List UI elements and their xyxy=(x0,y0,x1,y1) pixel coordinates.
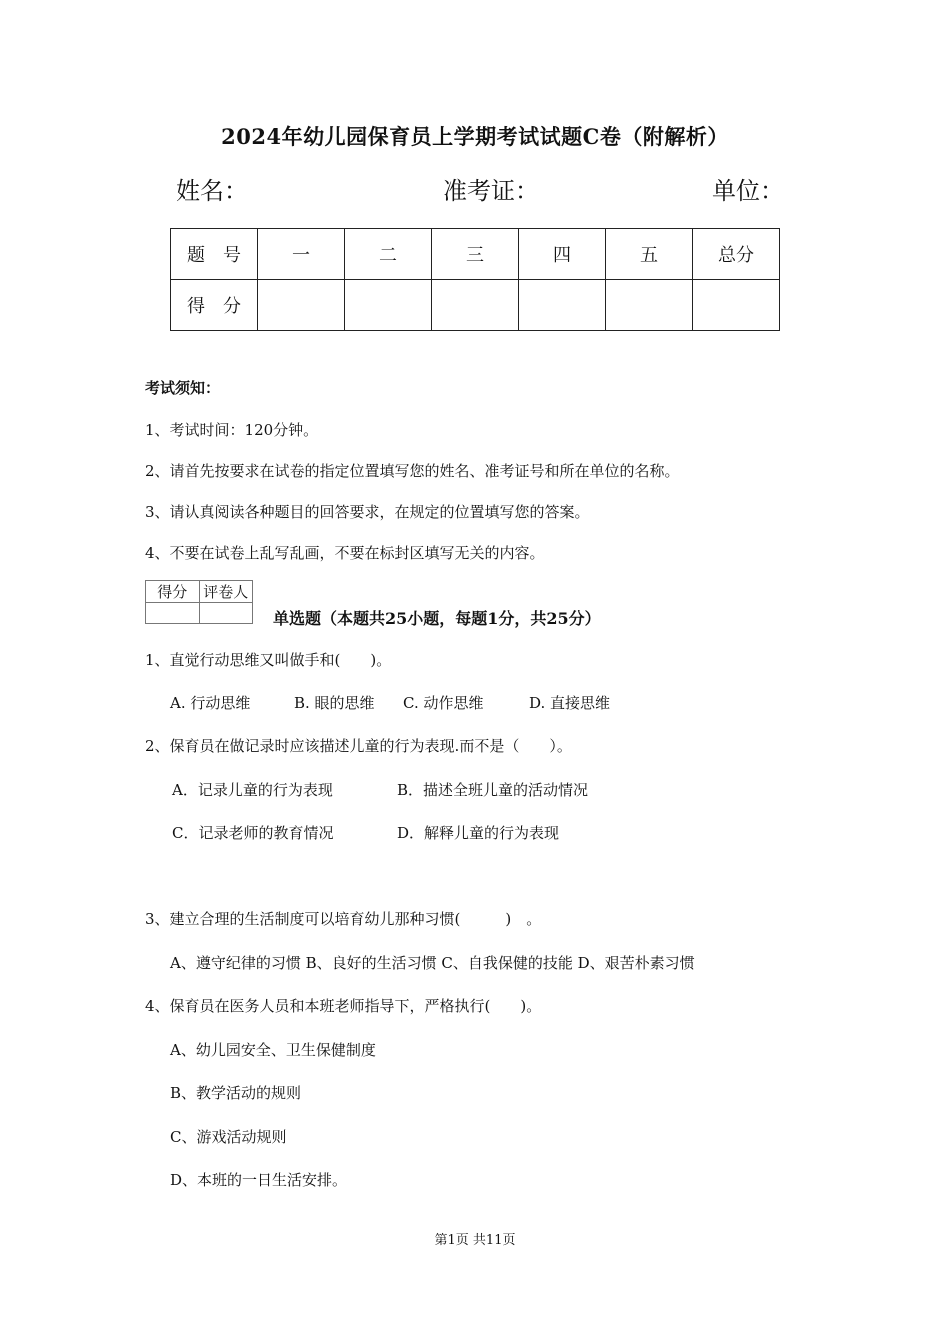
question-stem: 3、建立合理的生活制度可以培育幼儿那种习惯( ) 。 xyxy=(145,910,542,928)
score-cell xyxy=(258,280,345,331)
score-table xyxy=(170,228,780,331)
grader-box-grader-cell xyxy=(199,603,253,624)
question-stem: 2、保育员在做记录时应该描述儿童的行为表现.而不是（ ）。 xyxy=(145,737,572,755)
question-option: B．描述全班儿童的活动情况 xyxy=(397,781,589,799)
question-option: C．记录老师的教育情况 xyxy=(172,824,334,842)
question-option: A．记录儿童的行为表现 xyxy=(172,781,333,799)
question-option: B、教学活动的规则 xyxy=(170,1084,302,1102)
score-table-header-cell: 题 号 xyxy=(171,229,258,280)
question-option: B. 眼的思维 xyxy=(294,694,375,712)
grader-box-score-label: 得分 xyxy=(146,581,200,603)
document-title: 2024年幼儿园保育员上学期考试试题C卷（附解析） xyxy=(221,124,729,149)
unit-field-label: 单位： xyxy=(712,177,784,205)
question-option: D．解释儿童的行为表现 xyxy=(397,824,560,842)
score-table-header-cell: 总分 xyxy=(693,229,780,280)
grader-box-grader-label: 评卷人 xyxy=(199,581,253,603)
score-table-header-cell: 三 xyxy=(432,229,519,280)
score-table-score-row xyxy=(171,280,780,331)
question-option: A、幼儿园安全、卫生保健制度 xyxy=(170,1041,376,1059)
notice-item: 2、请首先按要求在试卷的指定位置填写您的姓名、准考证号和所在单位的名称。 xyxy=(145,462,680,480)
score-table-header-row xyxy=(171,229,780,280)
section-title: 单选题（本题共25小题，每题1分，共25分） xyxy=(273,609,601,628)
page-footer: 第1页 共11页 xyxy=(434,1233,516,1248)
score-cell xyxy=(432,280,519,331)
name-field-label: 姓名： xyxy=(176,177,248,205)
notice-heading: 考试须知： xyxy=(145,379,221,397)
notice-item: 1、考试时间：120分钟。 xyxy=(145,421,319,439)
notice-item: 3、请认真阅读各种题目的回答要求，在规定的位置填写您的答案。 xyxy=(145,503,590,521)
grader-box xyxy=(145,580,253,624)
score-table-header-cell: 五 xyxy=(606,229,693,280)
score-cell xyxy=(606,280,693,331)
exam-id-field-label: 准考证： xyxy=(443,177,539,205)
score-cell xyxy=(345,280,432,331)
score-cell xyxy=(519,280,606,331)
question-option: A. 行动思维 xyxy=(170,694,251,712)
question-option: C. 动作思维 xyxy=(403,694,484,712)
question-option: D. 直接思维 xyxy=(529,694,611,712)
question-stem: 1、直觉行动思维又叫做手和( )。 xyxy=(145,651,392,669)
score-table-header-cell: 二 xyxy=(345,229,432,280)
question-option: C、游戏活动规则 xyxy=(170,1128,287,1146)
question-stem: 4、保育员在医务人员和本班老师指导下，严格执行( )。 xyxy=(145,997,542,1015)
question-option: D、本班的一日生活安排。 xyxy=(170,1171,348,1189)
score-cell xyxy=(693,280,780,331)
notice-item: 4、不要在试卷上乱写乱画，不要在标封区填写无关的内容。 xyxy=(145,544,545,562)
score-table-header-cell: 四 xyxy=(519,229,606,280)
question-option: A、遵守纪律的习惯 B、良好的生活习惯 C、自我保健的技能 D、艰苦朴素习惯 xyxy=(170,954,695,972)
grader-box-score-cell xyxy=(146,603,200,624)
score-row-label: 得 分 xyxy=(171,280,258,331)
score-table-header-cell: 一 xyxy=(258,229,345,280)
